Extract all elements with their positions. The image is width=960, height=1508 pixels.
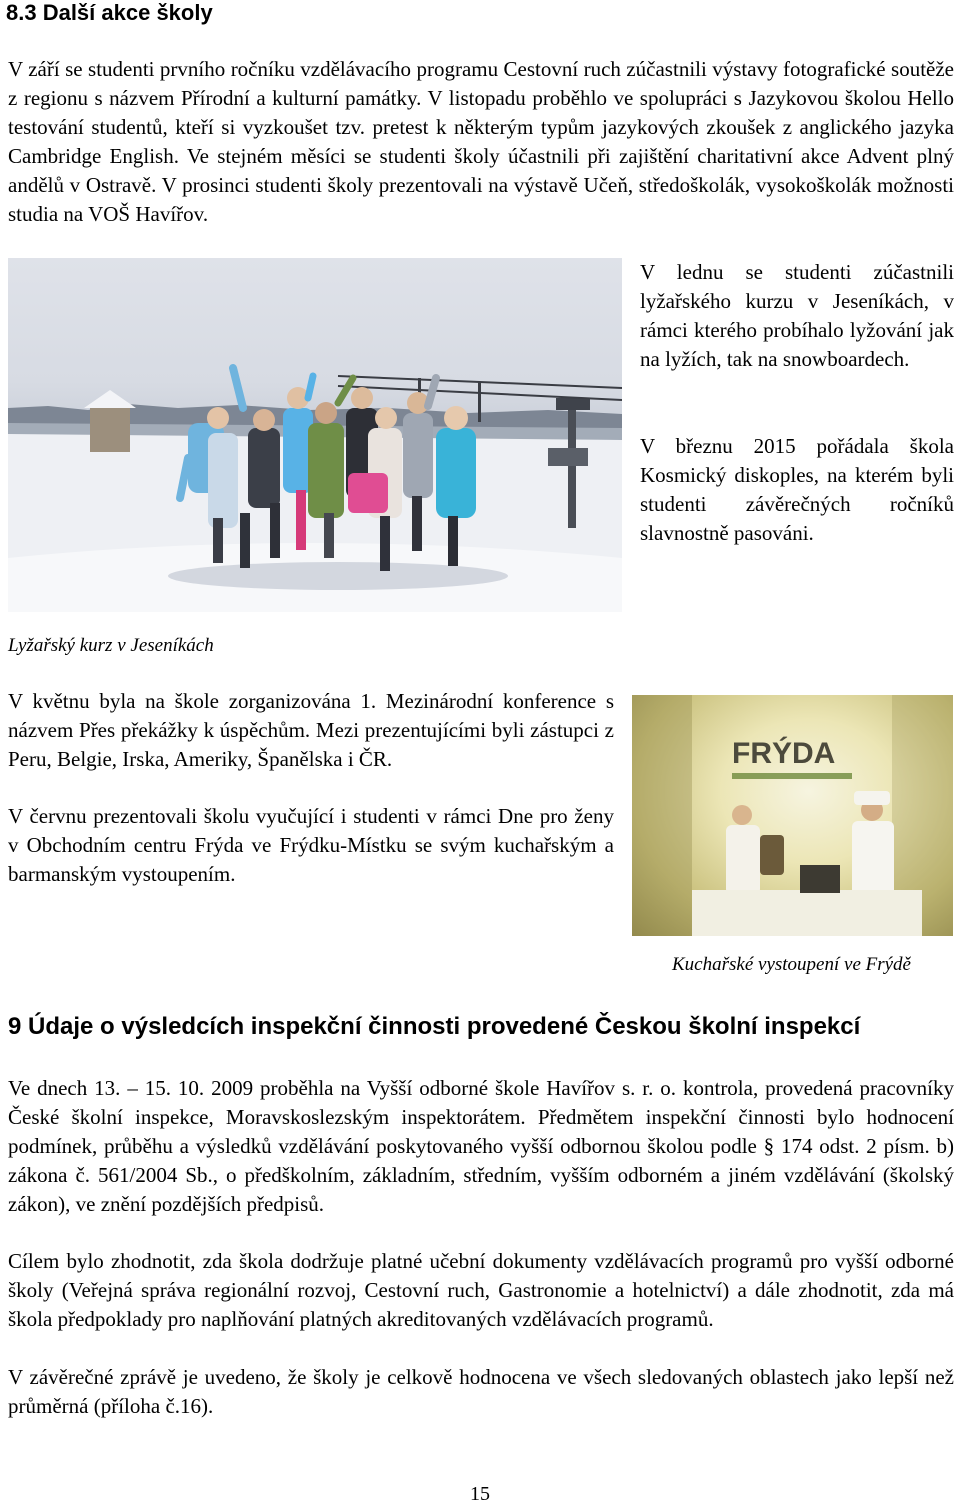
cooking-show-photo xyxy=(632,695,953,936)
june-event-paragraph: V červnu prezentovali školu vyučující i studenti v rámci Dne pro ženy v Obchodním centru Frýda ve Frýdku-Místku se svým kuchařským a barmanským vystoupením. xyxy=(8,804,614,886)
ski-course-photo xyxy=(8,258,622,612)
section-title: 8.3 Další akce školy xyxy=(6,0,213,25)
intro-paragraph: V září se studenti prvního ročníku vzdělávacího programu Cestovní ruch zúčastnili výstavy fotografické soutěže z regionu s názvem Přírodní a kulturní památky. V listopadu proběhlo ve spolupráci s Jazykovou školou Hello testování studentů, kteří si vyzkoušet tzv. pretest k některým typům jazykových zkoušek z anglického jazyka Cambridge English. Ve stejném měsíci se studenti školy účastnili při zajištění charitativní akce Advent plný andělů v Ostravě. V prosinci studenti školy prezentovali na výstavě Učeň, středoškolák, vysokoškolák možnosti studia na VOŠ Havířov. xyxy=(8,57,954,226)
march-event-paragraph: V březnu 2015 pořádala škola Kosmický diskoples, na kterém byli studenti závěrečných ročníků slavnostně pasováni. xyxy=(640,434,954,545)
inspection-paragraph-1: Ve dnech 13. – 15. 10. 2009 proběhla na Vyšší odborné škole Havířov s. r. o. kontrola, provedená pracovníky České školní inspekce, Moravskoslezským inspektorátem. Předmětem inspekční činnosti bylo hodnocení podmínek, průběhu a výsledků vzdělávání poskytovaného vyšší odbornou školou podle § 174 odst. 2 písm. b) zákona č. 561/2004 Sb., o předškolním, základním, středním, vyšším odborném a jiném vzdělávání (školský zákon), ve znění pozdějších předpisů. xyxy=(8,1076,954,1216)
fryda-sign-text: FRÝDA xyxy=(732,737,836,770)
cooking-photo-caption: Kuchařské vystoupení ve Frýdě xyxy=(672,954,911,975)
chapter-title: 9 Údaje o výsledcích inspekční činnosti provedené Českou školní inspekcí xyxy=(8,1013,861,1040)
page-number: 15 xyxy=(470,1483,490,1505)
inspection-paragraph-2: Cílem bylo zhodnotit, zda škola dodržuje platné učební dokumenty vzdělávacích programů pro vyšší odborné školy (Veřejná správa regionální rozvoj, Cestovní ruch, Gastronomie a hotelnictví) a dále zhodnotit, zda má škola předpoklady pro naplňování platných akreditovaných vzdělávacích programů. xyxy=(8,1249,954,1331)
ski-photo-caption: Lyžařský kurz v Jeseníkách xyxy=(8,635,214,656)
may-conference-paragraph: V květnu byla na škole zorganizována 1. Mezinárodní konference s názvem Přes překážky k úspěchům. Mezi prezentujícími byli zástupci z Peru, Belgie, Irska, Ameriky, Španělska i ČR. xyxy=(8,689,614,771)
inspection-paragraph-3: V závěrečné zprávě je uvedeno, že školy je celkově hodnocena ve všech sledovaných oblastech jako lepší než průměrná (příloha č.16). xyxy=(8,1365,954,1418)
ski-course-paragraph: V lednu se studenti zúčastnili lyžařského kurzu v Jeseníkách, v rámci kterého probíhalo lyžování jak na lyžích, tak na snowboardech. xyxy=(640,260,954,371)
